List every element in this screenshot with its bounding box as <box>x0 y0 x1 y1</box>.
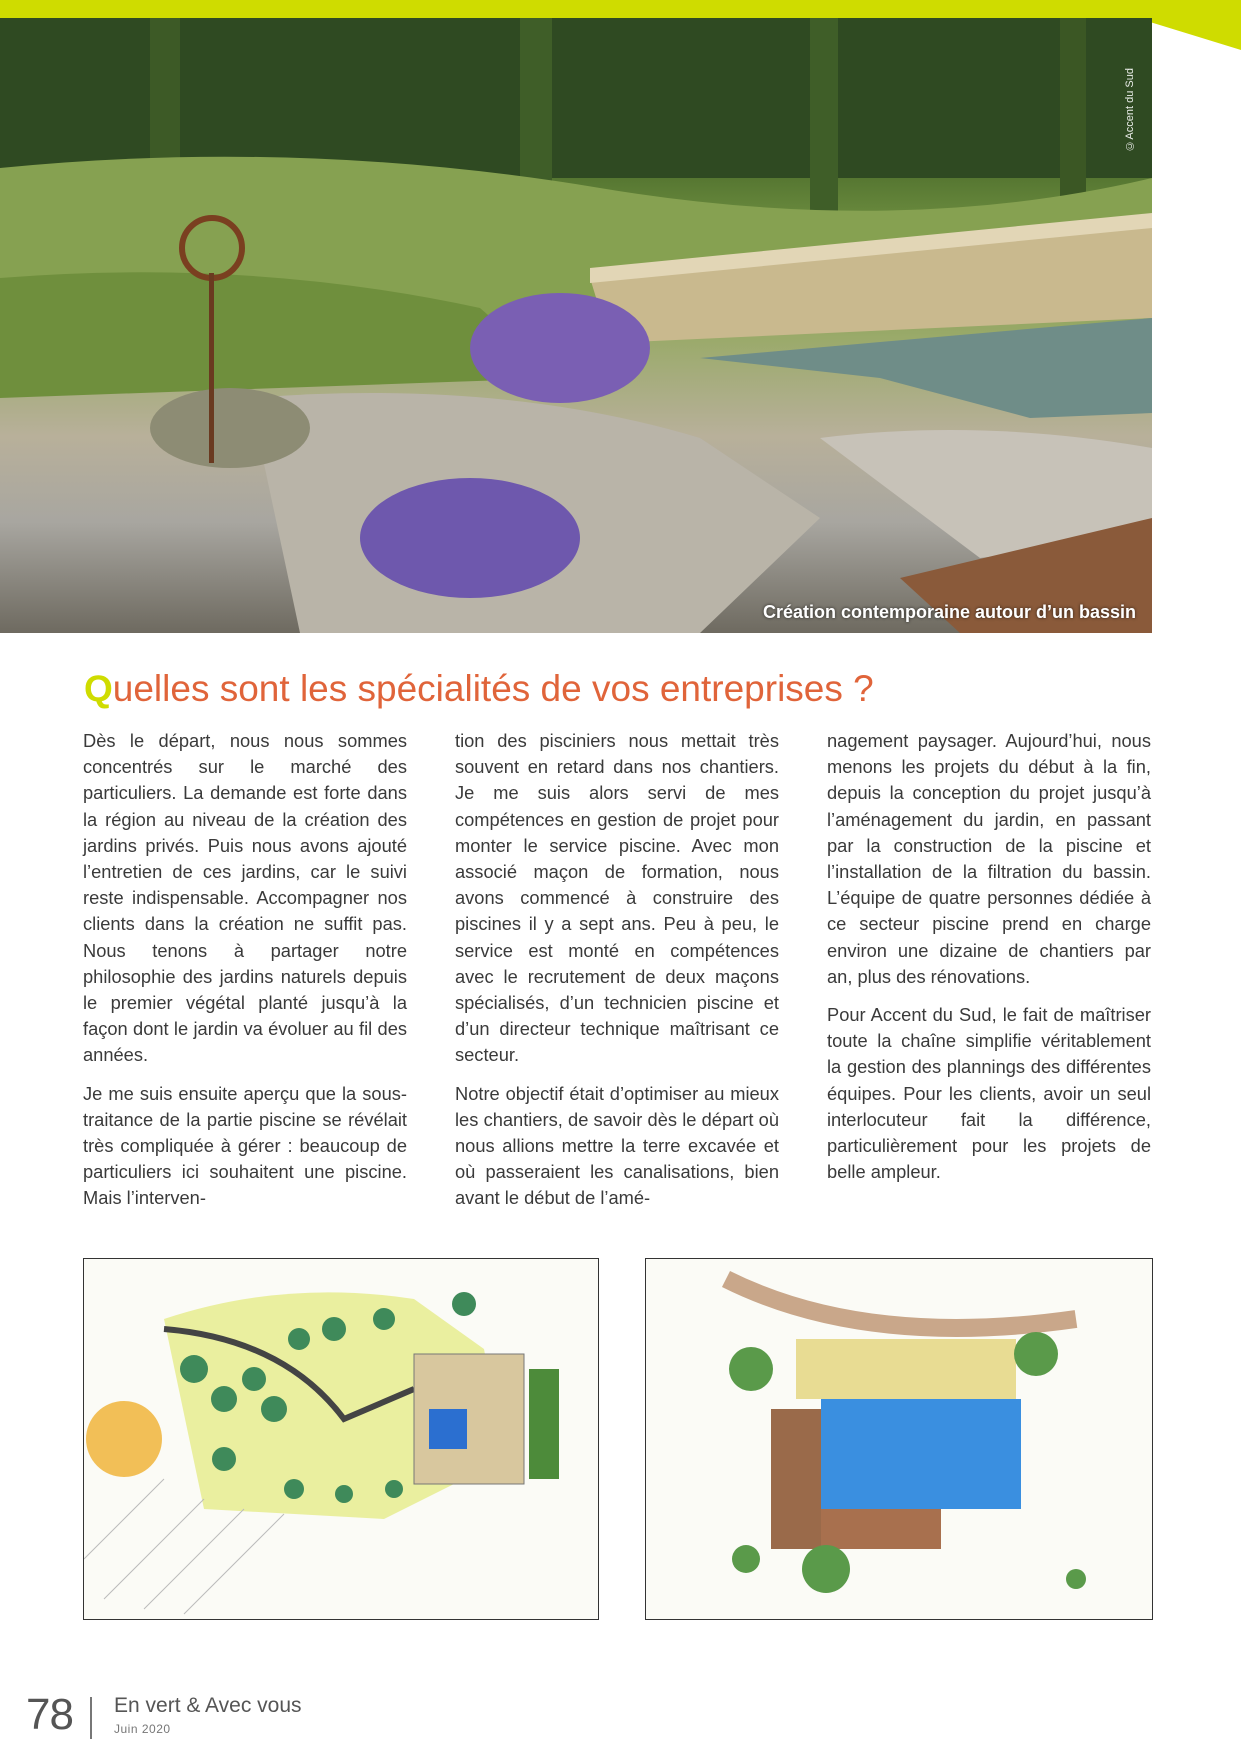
photo-copyright: ©Accent du Sud <box>1124 68 1136 152</box>
garden-photo <box>0 18 1152 633</box>
heading-initial: Q <box>84 668 113 709</box>
paragraph: nagement paysager. Aujourd’hui, nous menons les projets du début à la fin, depuis la conception du projet jusqu’à l’aménagement du jardin, en passant par la construction de la piscine et l’installation de la filtration du bassin. L’équipe de quatre personnes dédiée à ce secteur piscine prend en charge environ une dizaine de chantiers par an, plus des rénovations. <box>827 730 1151 987</box>
garden-photo-illustration <box>0 18 1152 633</box>
article-column-3 <box>827 728 1151 1197</box>
heading-text: uelles sont les spécialités de vos entreprises ? <box>112 668 874 709</box>
garden-plan-sketch <box>83 1258 599 1620</box>
section-heading <box>84 668 874 710</box>
issue-date: Juin 2020 <box>114 1722 171 1736</box>
pool-plan-sketch <box>645 1258 1153 1620</box>
page-number: 78 <box>26 1690 73 1739</box>
photo-caption: Création contemporaine autour d’un bassin <box>762 602 1136 622</box>
garden-plan-drawing <box>84 1259 598 1619</box>
pool-plan-drawing <box>646 1259 1152 1619</box>
magazine-title: En vert & Avec vous <box>114 1694 302 1717</box>
paragraph: Je me suis ensuite aperçu que la sous-traitance de la partie piscine se révélait très compliquée à gérer : beaucoup de particuliers ici souhaitent une piscine. Mais l’interven- <box>83 1082 407 1209</box>
footer-divider <box>90 1697 92 1739</box>
paragraph: Pour Accent du Sud, le fait de maîtriser toute la chaîne simplifie véritablement la gestion des plannings des différentes équipes. Pour les clients, avoir un seul interlocuteur fait la différence, particulièrement pour les projets de belle ampleur. <box>827 1004 1151 1183</box>
paragraph: tion des pisciniers nous mettait très souvent en retard dans nos chantiers. Je me suis alors servi de mes compétences en gestion de projet pour monter le service piscine. Avec mon associé maçon de formation, nous avons commencé à construire des piscines il y a sept ans. Peu à peu, le service est monté en compétences avec le recrutement de deux maçons spécialisés, d’un technicien piscine et d’un directeur technique maîtrisant ce secteur. <box>455 730 779 1066</box>
article-column-1 <box>83 728 407 1224</box>
paragraph: Notre objectif était d’optimiser au mieux les chantiers, de savoir dès le départ où nous allions mettre la terre excavée et où passeraient les canalisations, bien avant le début de l’amé- <box>455 1082 779 1209</box>
article-column-2 <box>455 728 779 1224</box>
paragraph: Dès le départ, nous nous sommes concentrés sur le marché des particuliers. La demande est forte dans la région au niveau de la création des jardins privés. Puis nous avons ajouté l’entretien de ces jardins, car le suivi reste indispensable. Accompagner nos clients dans la création ne suffit pas. Nous tenons à partager notre philosophie des jardins naturels depuis le premier végétal planté jusqu’à la façon dont le jardin va évoluer au fil des années. <box>83 730 407 1066</box>
